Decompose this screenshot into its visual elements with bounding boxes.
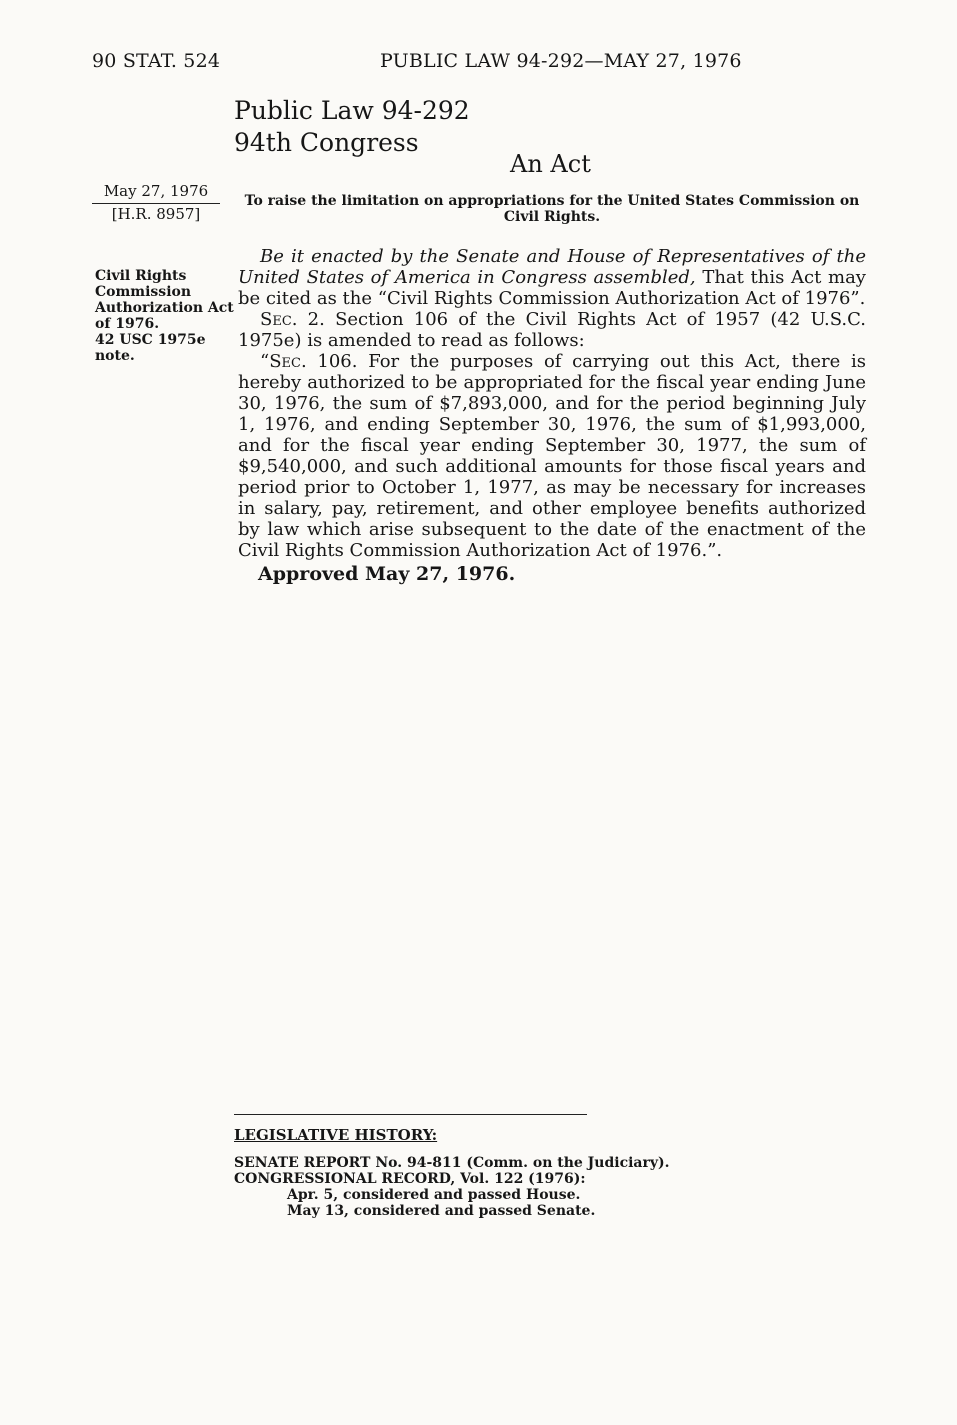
history-event: Apr. 5, considered and passed House. bbox=[287, 1187, 581, 1203]
margin-date: May 27, 1976 bbox=[92, 182, 220, 204]
margin-note-line: Commission bbox=[95, 284, 192, 300]
approval-date: Approved May 27, 1976. bbox=[258, 563, 516, 585]
enacting-paragraph bbox=[238, 246, 866, 309]
margin-bill-number: [H.R. 8957] bbox=[111, 205, 201, 223]
law-number: Public Law 94-292 bbox=[234, 96, 470, 125]
purpose-clause: To raise the limitation on appropriations for the United States Commission on Civil Rights. bbox=[244, 193, 860, 225]
section-2-paragraph bbox=[238, 309, 866, 351]
act-body bbox=[238, 246, 866, 561]
congress: 94th Congress bbox=[234, 128, 419, 157]
margin-note-line: Authorization Act bbox=[95, 300, 234, 316]
margin-note-line: Civil Rights bbox=[95, 268, 187, 284]
stat-page-number: 90 STAT. 524 bbox=[92, 50, 221, 72]
section-106-text: For the purposes of carrying out this Act, there is hereby authorized to be appropriated for the fiscal year ending June 30, 1976, the sum of $7,893,000, and for the period beginning July 1, 1976, and ending September 30, 1976, the sum of $1,993,000, and for the fiscal year ending September 30, 1977, the sum of $9,540,000, and such additional amounts for those fiscal years and period prior to October 1, 1977, as may be necessary for increases in salary, pay, retirement, and other employee benefits authorized by law which arise subsequent to the date of the enactment of the Civil Rights Commission Authorization Act of 1976.”. bbox=[238, 351, 866, 561]
senate-report: SENATE REPORT No. 94-811 (Comm. on the Judiciary). bbox=[234, 1155, 670, 1171]
margin-note bbox=[95, 268, 235, 364]
section-106-paragraph bbox=[238, 351, 866, 561]
section-106-label: “Sec. 106. bbox=[260, 351, 358, 372]
divider bbox=[234, 1114, 587, 1115]
legislative-history bbox=[234, 1127, 794, 1219]
act-heading: An Act bbox=[510, 150, 591, 178]
margin-note-line: 42 USC 1975e bbox=[95, 332, 206, 348]
congressional-record: CONGRESSIONAL RECORD, Vol. 122 (1976): bbox=[234, 1171, 586, 1187]
section-2-text: Section 106 of the Civil Rights Act of 1957 (42 U.S.C. 1975e) is amended to read as follows: bbox=[238, 309, 866, 351]
running-title: PUBLIC LAW 94-292—MAY 27, 1976 bbox=[380, 50, 742, 72]
short-title: That this Act may be cited as the “Civil Rights Commission Authorization Act of 1976”. bbox=[238, 267, 866, 309]
section-2-label: Sec. 2. bbox=[260, 309, 325, 330]
enacting-clause: Be it enacted by the Senate and House of Representatives of the United States of America in Congress assembled, bbox=[238, 246, 866, 288]
margin-note-line: note. bbox=[95, 348, 135, 364]
legislative-history-title: LEGISLATIVE HISTORY: bbox=[234, 1126, 438, 1144]
margin-note-line: of 1976. bbox=[95, 316, 160, 332]
history-event: May 13, considered and passed Senate. bbox=[287, 1203, 596, 1219]
